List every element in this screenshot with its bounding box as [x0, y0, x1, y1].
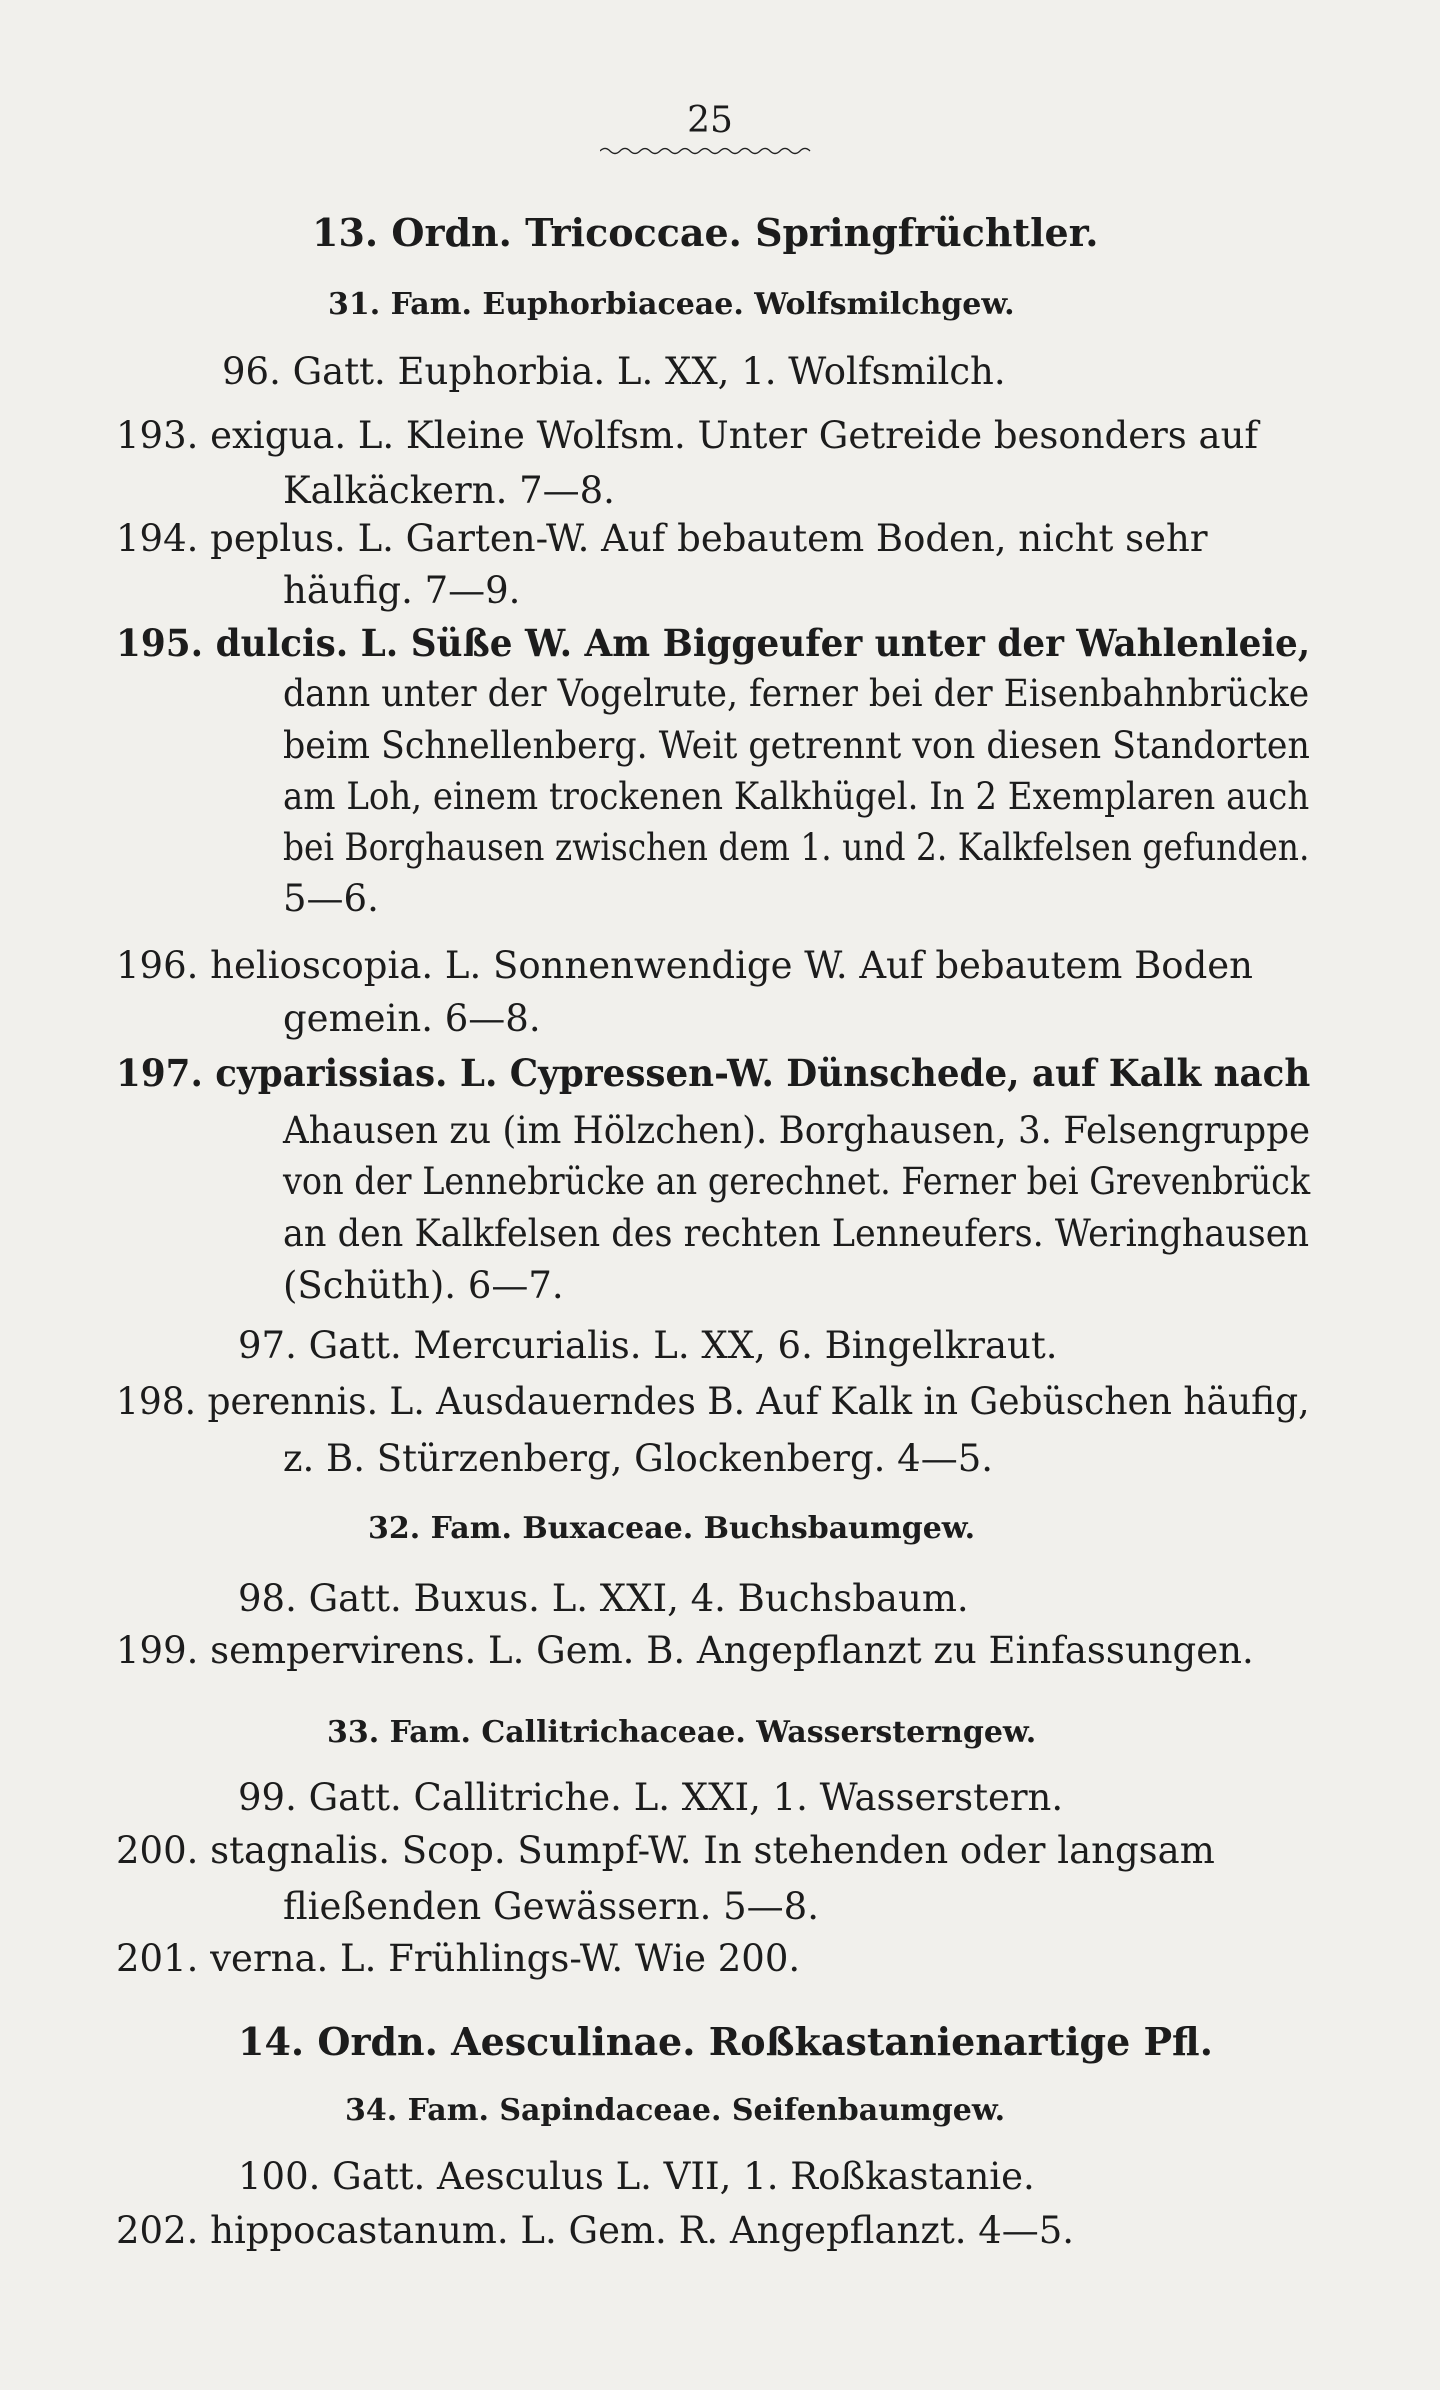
species-200-line2: fließenden Gewässern. 5—8.	[283, 1885, 819, 1928]
page-number: 25	[687, 100, 733, 141]
species-197-line5: (Schüth). 6—7.	[283, 1264, 564, 1307]
family-heading-33: 33. Fam. Callitrichaceae. Wassersterngew.	[327, 1715, 1037, 1750]
species-197-line2: Ahausen zu (im Hölzchen). Borghausen, 3. Felsengruppe	[283, 1109, 1311, 1152]
species-200-line1: 200. stagnalis. Scop. Sumpf-W. In stehenden oder langsam	[116, 1829, 1215, 1872]
family-heading-32: 32. Fam. Buxaceae. Buchsbaumgew.	[368, 1511, 976, 1546]
species-197-line3: von der Lennebrücke an gerechnet. Ferner bei Grevenbrück	[283, 1160, 1311, 1203]
genus-line-98: 98. Gatt. Buxus. L. XXI, 4. Buchsbaum.	[238, 1577, 969, 1620]
species-193-line1: 193. exigua. L. Kleine Wolfsm. Unter Getreide besonders auf	[116, 414, 1259, 457]
species-199-line1: 199. sempervirens. L. Gem. B. Angepflanzt zu Einfassungen.	[116, 1629, 1254, 1672]
species-195-line4: am Loh, einem trockenen Kalkhügel. In 2 Exemplaren auch	[283, 775, 1310, 818]
genus-line-99: 99. Gatt. Callitriche. L. XXI, 1. Wasserstern.	[238, 1776, 1064, 1819]
species-196-line1: 196. helioscopia. L. Sonnenwendige W. Auf bebautem Boden	[116, 944, 1253, 987]
order-heading-13: 13. Ordn. Tricoccae. Springfrüchtler.	[312, 210, 1099, 255]
species-201-line1: 201. verna. L. Frühlings-W. Wie 200.	[116, 1937, 801, 1980]
species-194-line2: häufig. 7—9.	[283, 569, 521, 612]
species-194-line1: 194. peplus. L. Garten-W. Auf bebautem Boden, nicht sehr	[116, 517, 1208, 560]
species-193-line2: Kalkäckern. 7—8.	[283, 469, 615, 512]
species-197-line4: an den Kalkfelsen des rechten Lenneufers. Weringhausen	[283, 1212, 1310, 1255]
family-heading-31: 31. Fam. Euphorbiaceae. Wolfsmilchgew.	[328, 287, 1015, 322]
genus-line-96: 96. Gatt. Euphorbia. L. XX, 1. Wolfsmilch.	[222, 350, 1006, 393]
species-195-line1: 195. dulcis. L. Süße W. Am Biggeufer unter der Wahlenleie,	[116, 621, 1311, 665]
species-195-line2: dann unter der Vogelrute, ferner bei der Eisenbahnbrücke	[283, 672, 1310, 715]
species-198-line1: 198. perennis. L. Ausdauerndes B. Auf Kalk in Gebüschen häufig,	[116, 1380, 1310, 1423]
genus-line-97: 97. Gatt. Mercurialis. L. XX, 6. Bingelkraut.	[238, 1324, 1058, 1367]
species-195-line5: bei Borghausen zwischen dem 1. und 2. Kalkfelsen gefunden.	[283, 826, 1310, 869]
species-198-line2: z. B. Stürzenberg, Glockenberg. 4—5.	[283, 1437, 994, 1480]
species-196-line2: gemein. 6—8.	[283, 997, 541, 1040]
family-heading-34: 34. Fam. Sapindaceae. Seifenbaumgew.	[345, 2093, 1006, 2128]
genus-line-100: 100. Gatt. Aesculus L. VII, 1. Roßkastanie.	[238, 2155, 1035, 2198]
order-heading-14: 14. Ordn. Aesculinae. Roßkastanienartige Pfl.	[238, 2019, 1213, 2064]
species-195-line6: 5—6.	[283, 877, 379, 920]
wavy-rule	[600, 146, 815, 156]
species-202-line1: 202. hippocastanum. L. Gem. R. Angepflanzt. 4—5.	[116, 2209, 1075, 2252]
species-195-line3: beim Schnellenberg. Weit getrennt von diesen Standorten	[283, 724, 1310, 767]
species-197-line1: 197. cyparissias. L. Cypressen-W. Dünschede, auf Kalk nach	[116, 1051, 1311, 1095]
